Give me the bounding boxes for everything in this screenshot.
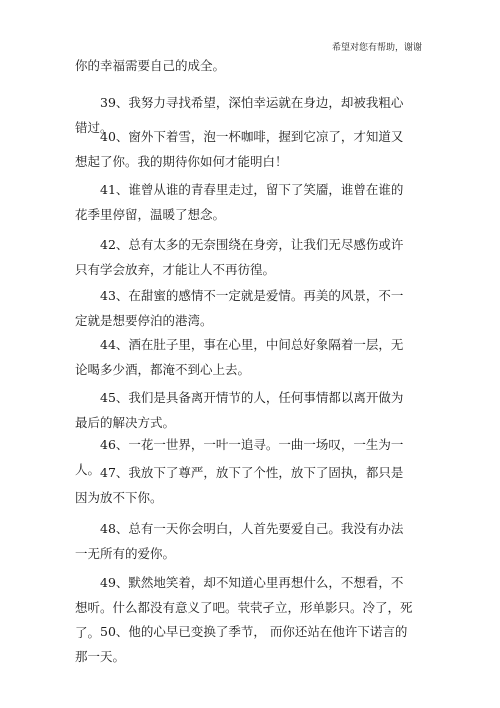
paragraph-48: 48、总有一天你会明白，人首先要爱自己。我没有办法一无所有的爱你。 xyxy=(75,521,404,561)
paragraph-43: 43、在甜蜜的感情不一定就是爱情。再美的风景，不一定就是想要停泊的港湾。 xyxy=(75,288,404,328)
header-note: 希望对您有帮助，谢谢 xyxy=(331,43,422,53)
paragraph-49: 49、默然地笑着，却不知道心里再想什么，不想看，不想听。什么都没有意义了吧。茕茕孑立，形单影只。冷了，死了。 xyxy=(75,575,413,640)
paragraph-44: 44、酒在肚子里，事在心里，中间总好象隔着一层，无论喝多少酒，都淹不到心上去。 xyxy=(75,337,404,377)
paragraph-39: 39、我努力寻找希望，深怕幸运就在身边，却被我粗心错过。 xyxy=(75,95,404,135)
paragraph-40: 40、窗外下着雪，泡一杯咖啡，握到它凉了，才知道又想起了你。我的期待你如何才能明白！ xyxy=(75,129,404,169)
paragraph-46: 46、一花一世界，一叶一追寻。一曲一场叹，一生为一人。 xyxy=(75,437,404,477)
paragraph-50: 50、他的心早已变换了季节， 而你还站在他许下诺言的那一天。 xyxy=(75,624,408,664)
paragraph-47: 47、我放下了尊严，放下了个性，放下了固执，都只是因为放不下你。 xyxy=(75,465,404,505)
paragraph-continuation: 你的幸福需要自己的成全。 xyxy=(75,58,226,73)
paragraph-41: 41、谁曾从谁的青春里走过，留下了笑靥，谁曾在谁的花季里停留，温暖了想念。 xyxy=(75,182,404,222)
paragraph-45: 45、我们是具备离开情节的人，任何事情都以离开做为最后的解决方式。 xyxy=(75,390,404,430)
paragraph-42: 42、总有太多的无奈围绕在身旁，让我们无尽感伤或许只有学会放弃，才能让人不再彷徨。 xyxy=(75,237,404,277)
